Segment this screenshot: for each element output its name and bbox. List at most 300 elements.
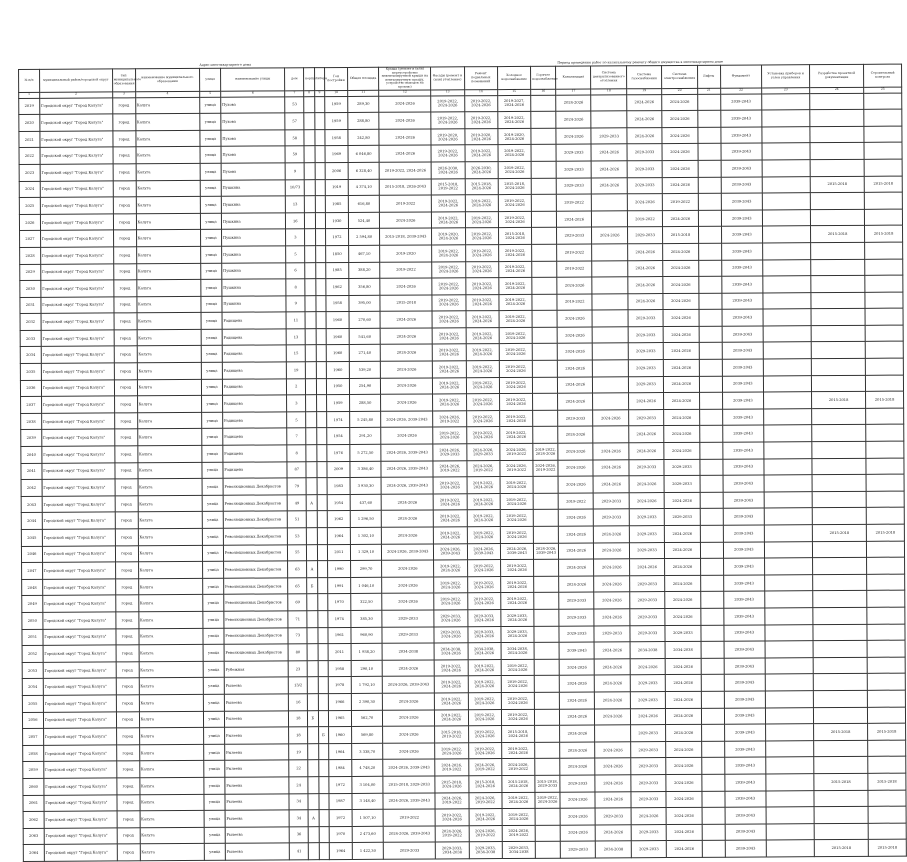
table-cell: 2019-2022, 2024-2026 xyxy=(434,560,467,577)
table-cell: 2029-2033 xyxy=(631,741,666,758)
table-cell: 2024-2026 xyxy=(560,742,595,759)
table-cell: 9 xyxy=(286,295,305,312)
table-cell: 2055 xyxy=(22,695,43,712)
table-cell: 322,50 xyxy=(351,594,382,611)
table-cell xyxy=(316,312,327,329)
table-cell xyxy=(811,275,865,292)
table-cell: 2024-2026 xyxy=(382,527,434,544)
table-cell xyxy=(319,826,330,843)
table-cell xyxy=(810,192,864,209)
table-cell: 2019-2022, 2024-2026 xyxy=(498,244,531,261)
table-cell xyxy=(865,358,903,375)
table-cell xyxy=(532,244,557,261)
table-cell xyxy=(699,309,722,326)
table-cell: город xyxy=(113,263,136,280)
table-cell: Городской округ "Город Калуга" xyxy=(40,230,113,247)
table-cell xyxy=(766,790,814,807)
table-cell: 2024-2026, 2019-2022 xyxy=(433,411,466,428)
table-cell xyxy=(304,146,315,163)
table-cell: Рылеева xyxy=(224,694,289,711)
column-number: 21 xyxy=(697,88,720,94)
table-cell xyxy=(318,710,329,727)
table-cell: 2019-2022, 2024-2026 xyxy=(499,294,532,311)
table-cell xyxy=(314,129,325,146)
table-cell xyxy=(315,229,326,246)
table-cell: 2024-2026 xyxy=(666,691,701,708)
table-cell xyxy=(305,345,316,362)
table-cell: 7 xyxy=(287,428,306,445)
table-cell: 2024-2026 xyxy=(662,111,697,128)
table-cell: 2024-2026 xyxy=(557,343,592,360)
table-cell xyxy=(765,574,813,591)
table-cell: 2024-2026 xyxy=(592,177,627,194)
table-cell: 2019-2022, 2024-2026 xyxy=(433,477,466,494)
table-cell: 2024-2026 xyxy=(666,824,701,841)
table-cell: 2019-2022, 2024-2026 xyxy=(465,244,498,261)
table-cell xyxy=(534,576,559,593)
table-cell: 1919 xyxy=(325,179,348,196)
table-cell: 2019-2022, 2024-2026 xyxy=(464,112,497,129)
table-cell xyxy=(813,657,867,674)
table-cell xyxy=(535,841,560,858)
table-cell: 2024-2026 xyxy=(382,577,434,594)
table-cell: Калуга xyxy=(135,97,200,114)
table-cell: улица xyxy=(203,628,224,645)
table-cell: Рылеева xyxy=(225,827,290,844)
table-cell xyxy=(595,725,630,742)
table-cell: город xyxy=(113,131,136,148)
table-cell xyxy=(765,674,813,691)
table-cell xyxy=(866,375,904,392)
table-cell: 2024-2026, 2039-2043 xyxy=(467,543,500,560)
table-cell: 2061 xyxy=(23,795,44,812)
table-cell xyxy=(592,310,627,327)
table-cell xyxy=(765,624,813,641)
table-cell: Рылеева xyxy=(225,793,290,810)
table-cell: 2019-2022 xyxy=(380,261,432,278)
table-cell: улица xyxy=(203,561,224,578)
table-cell: 2029-2033 xyxy=(383,842,435,859)
table-cell xyxy=(698,276,721,293)
table-cell: 1990 xyxy=(328,561,351,578)
table-cell: 2024-2026 xyxy=(558,509,593,526)
table-cell: 5 xyxy=(286,246,305,263)
table-cell: 87 xyxy=(287,461,306,478)
table-cell xyxy=(316,411,327,428)
table-cell: 18 xyxy=(289,710,308,727)
table-cell xyxy=(317,544,328,561)
table-cell: Городской округ "Город Калуга" xyxy=(42,512,115,529)
table-cell: 2019-2022, 2024-2026 xyxy=(500,427,533,444)
table-cell xyxy=(698,193,721,210)
table-cell: 2024-2026 xyxy=(380,344,432,361)
column-number: 19 xyxy=(627,88,662,94)
table-cell: 2035 xyxy=(20,363,41,380)
table-cell: Калуга xyxy=(138,595,203,612)
table-cell: 2024-2026 xyxy=(595,775,630,792)
table-cell xyxy=(762,193,810,210)
table-cell: 2024-2026 xyxy=(629,559,664,576)
table-cell: 2019-2022, 2024-2026 xyxy=(431,145,464,162)
table-cell: улица xyxy=(201,246,222,263)
table-cell: 58 xyxy=(285,130,304,147)
table-cell: 2019-2022, 2024-2026 xyxy=(433,377,466,394)
column-number: 5 xyxy=(200,91,221,97)
table-cell xyxy=(766,840,814,857)
table-cell xyxy=(317,611,328,628)
table-cell: 2039-2043 xyxy=(723,492,765,509)
table-cell: Б xyxy=(308,710,319,727)
table-cell: Революционных Декабристов xyxy=(223,561,288,578)
table-cell xyxy=(308,777,319,794)
table-cell xyxy=(304,129,315,146)
table-cell: 2024-2026 xyxy=(382,560,434,577)
table-cell: 3 148,40 xyxy=(352,793,383,810)
column-number: 2 xyxy=(39,91,112,97)
table-cell: 2024-2026 xyxy=(665,575,700,592)
table-cell: 2024-2026 xyxy=(381,494,433,511)
table-cell xyxy=(307,611,318,628)
column-number: 16 xyxy=(531,89,556,95)
table-cell xyxy=(868,790,906,807)
table-cell: 2039-2043 xyxy=(723,508,765,525)
table-cell: город xyxy=(115,529,138,546)
table-cell: 1958 xyxy=(326,295,349,312)
table-cell xyxy=(811,325,865,342)
table-cell: 2038 xyxy=(21,413,42,430)
table-cell xyxy=(865,308,903,325)
column-header: Крыша (ремонт и (или) переустройство невентилируемой крыши на вентилируемую крышу, устройство выходов на кровлю) xyxy=(379,67,431,90)
table-cell: Калуга xyxy=(136,279,201,296)
table-cell: 2024-2026 xyxy=(560,725,595,742)
table-cell xyxy=(766,707,814,724)
table-cell: 2024-2026, 2019-2022 xyxy=(469,825,502,842)
table-cell: 2039-2043 xyxy=(724,674,766,691)
table-cell: 2039-2043 xyxy=(721,226,763,243)
table-cell: Калуга xyxy=(139,777,204,794)
table-cell: 2024-2026 xyxy=(627,127,662,144)
table-cell: 2024-2026 xyxy=(666,774,701,791)
table-cell: 2024-2026 xyxy=(665,675,700,692)
table-cell: 2019-2022, 2024-2026 xyxy=(468,692,501,709)
table-cell: 2062 xyxy=(23,811,44,828)
table-cell: 2050 xyxy=(22,612,43,629)
table-cell: 2024-2026 xyxy=(593,443,628,460)
column-number: 15 xyxy=(498,89,531,95)
table-cell: 2051 xyxy=(22,629,43,646)
table-cell: 2024-2026 xyxy=(595,659,630,676)
table-cell: Калуга xyxy=(136,180,201,197)
table-cell: 2024-2026 xyxy=(556,111,591,128)
table-cell: Революционных Декабристов xyxy=(224,578,289,595)
table-cell: улица xyxy=(204,744,225,761)
table-cell xyxy=(811,309,865,326)
table-cell: 2019-2022, 2024-2026 xyxy=(468,742,501,759)
table-cell: 1 792,10 xyxy=(351,677,382,694)
table-cell: Калуга xyxy=(135,130,200,147)
table-cell: 2015-2018, 2024-2026 xyxy=(502,775,535,792)
table-cell: 2024-2026 xyxy=(664,442,699,459)
table-cell: Городской округ "Город Калуга" xyxy=(44,811,117,828)
table-cell: 2024-2026 xyxy=(383,743,435,760)
table-cell xyxy=(533,410,558,427)
table-cell: 2029-2033, 2034-2038 xyxy=(502,842,535,859)
table-cell: 2039-2043 xyxy=(721,259,763,276)
table-cell xyxy=(812,475,866,492)
table-cell: 2024-2026 xyxy=(557,327,592,344)
table-cell: 2015-2018, 2039-2043 xyxy=(380,228,432,245)
table-cell: Городской округ "Город Калуга" xyxy=(40,147,113,164)
table-cell xyxy=(865,242,903,259)
table-cell: улица xyxy=(201,346,222,363)
table-cell: 2019-2022 xyxy=(663,193,698,210)
table-cell: улица xyxy=(202,445,223,462)
table-cell: 2024-2026 xyxy=(662,127,697,144)
table-cell xyxy=(314,96,325,113)
table-cell: 2019-2022, 2024-2026 xyxy=(432,245,465,262)
table-cell: 2015-2018, 2024-2026 xyxy=(501,725,534,742)
table-cell: Калуга xyxy=(137,412,202,429)
table-cell xyxy=(762,176,810,193)
table-cell: 2024 xyxy=(19,181,40,198)
table-cell: 2029-2033 xyxy=(631,758,666,775)
table-cell: 2019-2022, 2024-2026 xyxy=(435,809,468,826)
table-cell: 2019-2022, 2024-2026 xyxy=(533,443,558,460)
table-cell: Калуга xyxy=(138,562,203,579)
table-cell: 2019-2022, 2024-2026 xyxy=(466,427,499,444)
table-cell xyxy=(592,210,627,227)
table-cell: Городской округ "Город Калуга" xyxy=(44,844,117,861)
table-cell: 22 xyxy=(289,760,308,777)
table-cell: город xyxy=(115,446,138,463)
table-cell: 2015-2018 xyxy=(868,773,906,790)
table-cell: 2024-2026 xyxy=(662,177,697,194)
table-cell: улица xyxy=(200,180,221,197)
table-cell: улица xyxy=(200,196,221,213)
table-cell: Революционных Декабристов xyxy=(223,544,288,561)
table-cell: 2034-2038 xyxy=(596,841,631,858)
table-cell: 2029-2033 xyxy=(557,227,592,244)
table-cell: Городской округ "Город Калуга" xyxy=(41,297,114,314)
table-cell: 2019-2022, 2024-2026 xyxy=(433,427,466,444)
table-cell: 2029-2033 xyxy=(559,626,594,643)
table-cell: 2024-2026, 2039-2043 xyxy=(383,759,435,776)
table-cell xyxy=(813,707,867,724)
table-cell xyxy=(317,478,328,495)
table-cell: 2024-2026, 2019-2022 xyxy=(533,460,558,477)
table-cell: 2019-2022, 2024-2026 xyxy=(467,527,500,544)
table-cell: 2029-2033 xyxy=(631,841,666,858)
table-cell: 2024-2026, 2019-2022 xyxy=(466,460,499,477)
table-cell: город xyxy=(112,97,135,114)
table-cell: 2019-2022, 2024-2026 xyxy=(467,493,500,510)
table-cell: улица xyxy=(203,678,224,695)
table-cell: 2 xyxy=(287,378,306,395)
table-cell: 2039-2043 xyxy=(724,724,766,741)
table-cell: 2024-2026 xyxy=(594,609,629,626)
table-cell: 1974 xyxy=(327,411,350,428)
column-number: 11 xyxy=(348,90,379,96)
table-cell: Революционных Декабристов xyxy=(224,627,289,644)
table-cell: улица xyxy=(201,230,222,247)
table-cell: 2 594,80 xyxy=(348,229,379,246)
table-cell: 2029-2033 xyxy=(556,161,591,178)
table-cell: 1960 xyxy=(326,362,349,379)
column-number: 22 xyxy=(720,88,762,94)
table-cell xyxy=(812,508,866,525)
table-cell xyxy=(535,825,560,842)
table-cell: город xyxy=(115,545,138,562)
table-cell: 1974 xyxy=(328,610,351,627)
table-cell: 2024-2026, 2019-2022 xyxy=(500,460,533,477)
table-cell: город xyxy=(115,562,138,579)
table-cell: 2024-2026 xyxy=(662,144,697,161)
table-cell: 2021 xyxy=(19,131,40,148)
table-cell: Б xyxy=(318,727,329,744)
table-cell: 1962 xyxy=(326,279,349,296)
table-cell xyxy=(700,608,723,625)
table-cell: 2039-2043 xyxy=(724,790,766,807)
column-number: 9 xyxy=(314,90,324,96)
table-cell: Пухова xyxy=(221,96,286,113)
table-cell: 2024-2026, 2039-2043 xyxy=(500,543,533,560)
table-cell xyxy=(317,511,328,528)
table-cell: 2058 xyxy=(23,745,44,762)
table-cell: 2019-2022, 2024-2026 xyxy=(432,328,465,345)
table-cell: 2019-2022 xyxy=(557,244,592,261)
table-cell xyxy=(591,94,626,111)
table-cell: улица xyxy=(202,462,223,479)
table-cell: 2024-2026 xyxy=(593,410,628,427)
table-cell xyxy=(315,212,326,229)
table-cell xyxy=(317,528,328,545)
table-cell: Рылеева xyxy=(225,810,290,827)
table-cell: Б xyxy=(307,577,318,594)
table-cell: 2024-2026, 2019-2022 xyxy=(502,759,535,776)
table-cell: 2024-2026 xyxy=(595,708,630,725)
table-cell: 2024-2026 xyxy=(594,476,629,493)
table-cell: 2029-2033 xyxy=(559,592,594,609)
table-cell: 2019-2022, 2024-2026 xyxy=(499,277,532,294)
table-cell: 5 272,50 xyxy=(350,444,381,461)
table-cell: Радищева xyxy=(223,428,288,445)
table-cell: 2019-2020 xyxy=(380,245,432,262)
table-cell: 2 473,60 xyxy=(352,826,383,843)
column-number: 6 xyxy=(221,90,286,96)
table-cell: Городской округ "Город Калуга" xyxy=(40,214,113,231)
table-cell: 2019-2022, 2024-2026 xyxy=(501,676,534,693)
table-cell xyxy=(868,707,906,724)
table-cell: Калуга xyxy=(139,711,204,728)
table-cell: 23 xyxy=(289,660,308,677)
table-cell: 2019-2022, 2024-2026 xyxy=(466,377,499,394)
table-cell: Городской округ "Город Калуга" xyxy=(42,446,115,463)
table-cell: улица xyxy=(201,362,222,379)
table-cell xyxy=(766,740,814,757)
column-header: Горячее водоснабжение xyxy=(531,66,556,89)
column-header: наименование улицы xyxy=(220,68,285,91)
table-cell xyxy=(306,378,317,395)
table-cell xyxy=(315,179,326,196)
column-header: улица xyxy=(200,68,221,91)
table-cell: Калуга xyxy=(139,761,204,778)
table-cell: 2019-2022, 2024-2026 xyxy=(432,195,465,212)
table-cell xyxy=(813,640,867,657)
table-cell: 24 xyxy=(289,777,308,794)
table-cell: город xyxy=(117,811,140,828)
table-cell xyxy=(534,609,559,626)
table-cell: 2039-2043 xyxy=(722,442,764,459)
table-cell: 2024-2026 xyxy=(379,112,431,129)
table-cell: 2019-2022, 2024-2026 xyxy=(468,676,501,693)
table-cell: 2019-2022, 2024-2026 xyxy=(501,593,534,610)
table-cell xyxy=(765,541,813,558)
table-cell: Городской округ "Город Калуга" xyxy=(42,496,115,513)
table-cell: 2019-2022, 2024-2026 xyxy=(465,294,498,311)
table-cell: 8 xyxy=(287,445,306,462)
table-cell: 2019-2022, 2024-2026 xyxy=(498,211,531,228)
table-cell xyxy=(532,294,557,311)
table-cell xyxy=(701,691,724,708)
table-cell: 2024-2026 xyxy=(380,328,432,345)
table-cell xyxy=(864,192,902,209)
table-cell: Калуга xyxy=(139,678,204,695)
table-cell: 2039-2043 xyxy=(721,193,763,210)
table-cell: 2059 xyxy=(23,762,44,779)
table-cell: 2039-2043 xyxy=(721,160,763,177)
table-cell: 2024-2026 xyxy=(381,510,433,527)
table-cell: 2039-2043 xyxy=(725,807,767,824)
table-cell: 51 xyxy=(288,511,307,528)
table-cell: улица xyxy=(201,329,222,346)
table-cell: 2024-2026 xyxy=(628,277,663,294)
table-cell: Городской округ "Город Калуга" xyxy=(42,546,115,563)
table-cell: 1970 xyxy=(328,594,351,611)
table-cell: 1964 xyxy=(327,527,350,544)
table-cell xyxy=(307,660,318,677)
table-cell xyxy=(316,328,327,345)
table-cell: Городской округ "Город Калуга" xyxy=(43,745,116,762)
table-cell: 2019-2022, 2024-2026 xyxy=(431,95,464,112)
table-cell: город xyxy=(114,379,137,396)
table-cell xyxy=(765,691,813,708)
column-header: Фундамент xyxy=(720,65,762,88)
table-cell xyxy=(315,246,326,263)
table-cell xyxy=(534,676,559,693)
table-cell: 2046 xyxy=(21,546,42,563)
table-cell: город xyxy=(114,363,137,380)
table-cell: Калуга xyxy=(136,163,201,180)
column-number: 25 xyxy=(864,87,902,93)
table-cell xyxy=(764,425,812,442)
table-cell xyxy=(307,644,318,661)
table-cell: 2024-2026 xyxy=(629,426,664,443)
table-cell: Городской округ "Город Калуга" xyxy=(41,263,114,280)
table-cell: 2019-2022, 2024-2026 xyxy=(469,809,502,826)
table-cell: Городской округ "Город Калуга" xyxy=(40,247,113,264)
table-cell xyxy=(864,142,902,159)
table-cell: 1966 xyxy=(328,693,351,710)
table-cell: город xyxy=(116,728,139,745)
table-cell: 1972 xyxy=(325,229,348,246)
table-cell xyxy=(765,591,813,608)
table-cell: 1964 xyxy=(329,843,352,860)
table-cell: 16 xyxy=(286,212,305,229)
table-cell: 59 xyxy=(285,146,304,163)
table-cell: 2024-2026 xyxy=(558,476,593,493)
table-cell: 2015-2018, 2029-2033 xyxy=(383,776,435,793)
table-cell: 1850 xyxy=(326,245,349,262)
